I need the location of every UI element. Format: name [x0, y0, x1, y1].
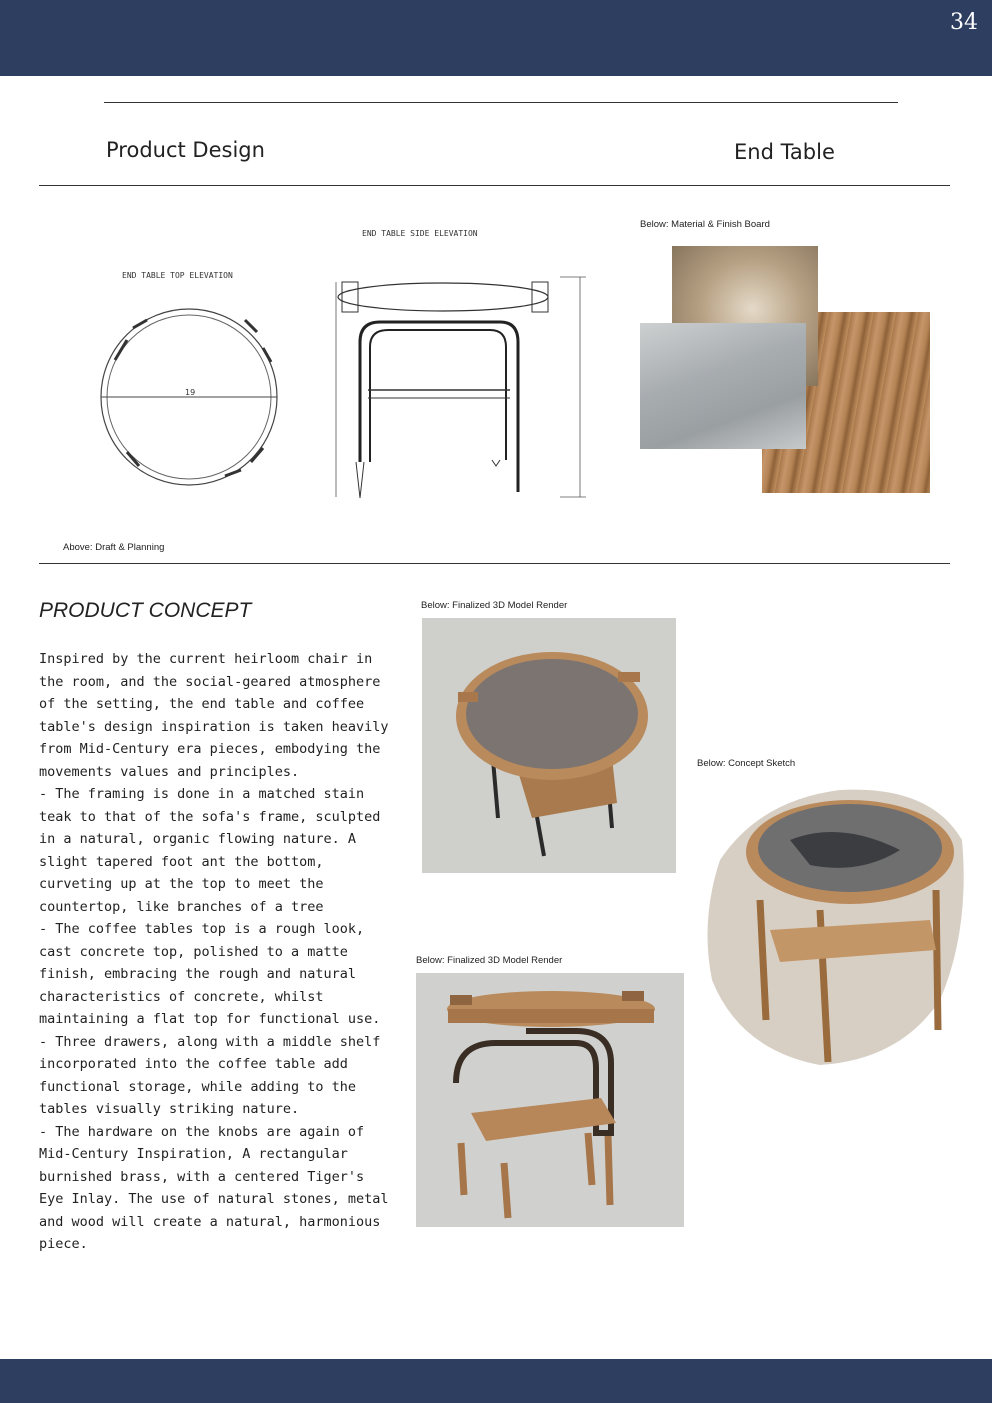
- concept-paragraph: - Three drawers, along with a middle shelf incorporated into the coffee table add functional storage, while adding to the tables visually striking nature.: [39, 1033, 381, 1117]
- render-2-image: [416, 973, 684, 1227]
- concept-title: PRODUCT CONCEPT: [39, 599, 252, 622]
- section-title: Product Design: [106, 138, 265, 162]
- concept-paragraph: - The framing is done in a matched stain teak to that of the sofa's frame, sculpted in a natural, organic flowing nature. A slight tapered foot ant the bottom, curveting up at the top to meet the countertop, like branches of a tree: [39, 786, 381, 915]
- top-elevation-label: END TABLE TOP ELEVATION: [122, 271, 233, 280]
- material-board-caption: Below: Material & Finish Board: [640, 219, 770, 230]
- concept-sketch-caption: Below: Concept Sketch: [697, 758, 796, 769]
- top-elevation-drawing: [95, 262, 295, 502]
- concept-paragraph: - The hardware on the knobs are again of Mid-Century Inspiration, A rectangular burnished brass, with a centered Tiger's Eye Inlay. The use of natural stones, metal and wood will create a natural, harmonious piece.: [39, 1123, 389, 1252]
- page-number: 34: [950, 10, 978, 35]
- concept-body: [39, 648, 389, 1256]
- concept-paragraph: Inspired by the current heirloom chair in the room, and the social-geared atmosphere of the setting, the end table and coffee table's design inspiration is taken heavily from Mid-Century era pieces, embodying the movements values and principles.: [39, 651, 389, 780]
- header-divider: [39, 185, 950, 186]
- section-divider: [39, 563, 950, 564]
- top-dimension: 19: [185, 388, 196, 397]
- render-1-image: [422, 618, 676, 873]
- render-1-caption: Below: Finalized 3D Model Render: [421, 600, 568, 611]
- product-title: End Table: [734, 140, 835, 164]
- side-elevation-drawing: [320, 222, 600, 507]
- steel-swatch: [640, 323, 806, 449]
- top-divider: [104, 102, 898, 103]
- side-elevation-label: END TABLE SIDE ELEVATION: [362, 229, 478, 238]
- draft-planning-caption: Above: Draft & Planning: [63, 542, 165, 553]
- concept-sketch-image: [700, 780, 970, 1070]
- header-bar: [0, 0, 992, 76]
- render-2-caption: Below: Finalized 3D Model Render: [416, 955, 563, 966]
- concept-paragraph: - The coffee tables top is a rough look, cast concrete top, polished to a matte finish, embracing the rough and natural characteristics of concrete, whilst maintaining a flat top for functional use.: [39, 921, 381, 1027]
- footer-bar: [0, 1359, 992, 1403]
